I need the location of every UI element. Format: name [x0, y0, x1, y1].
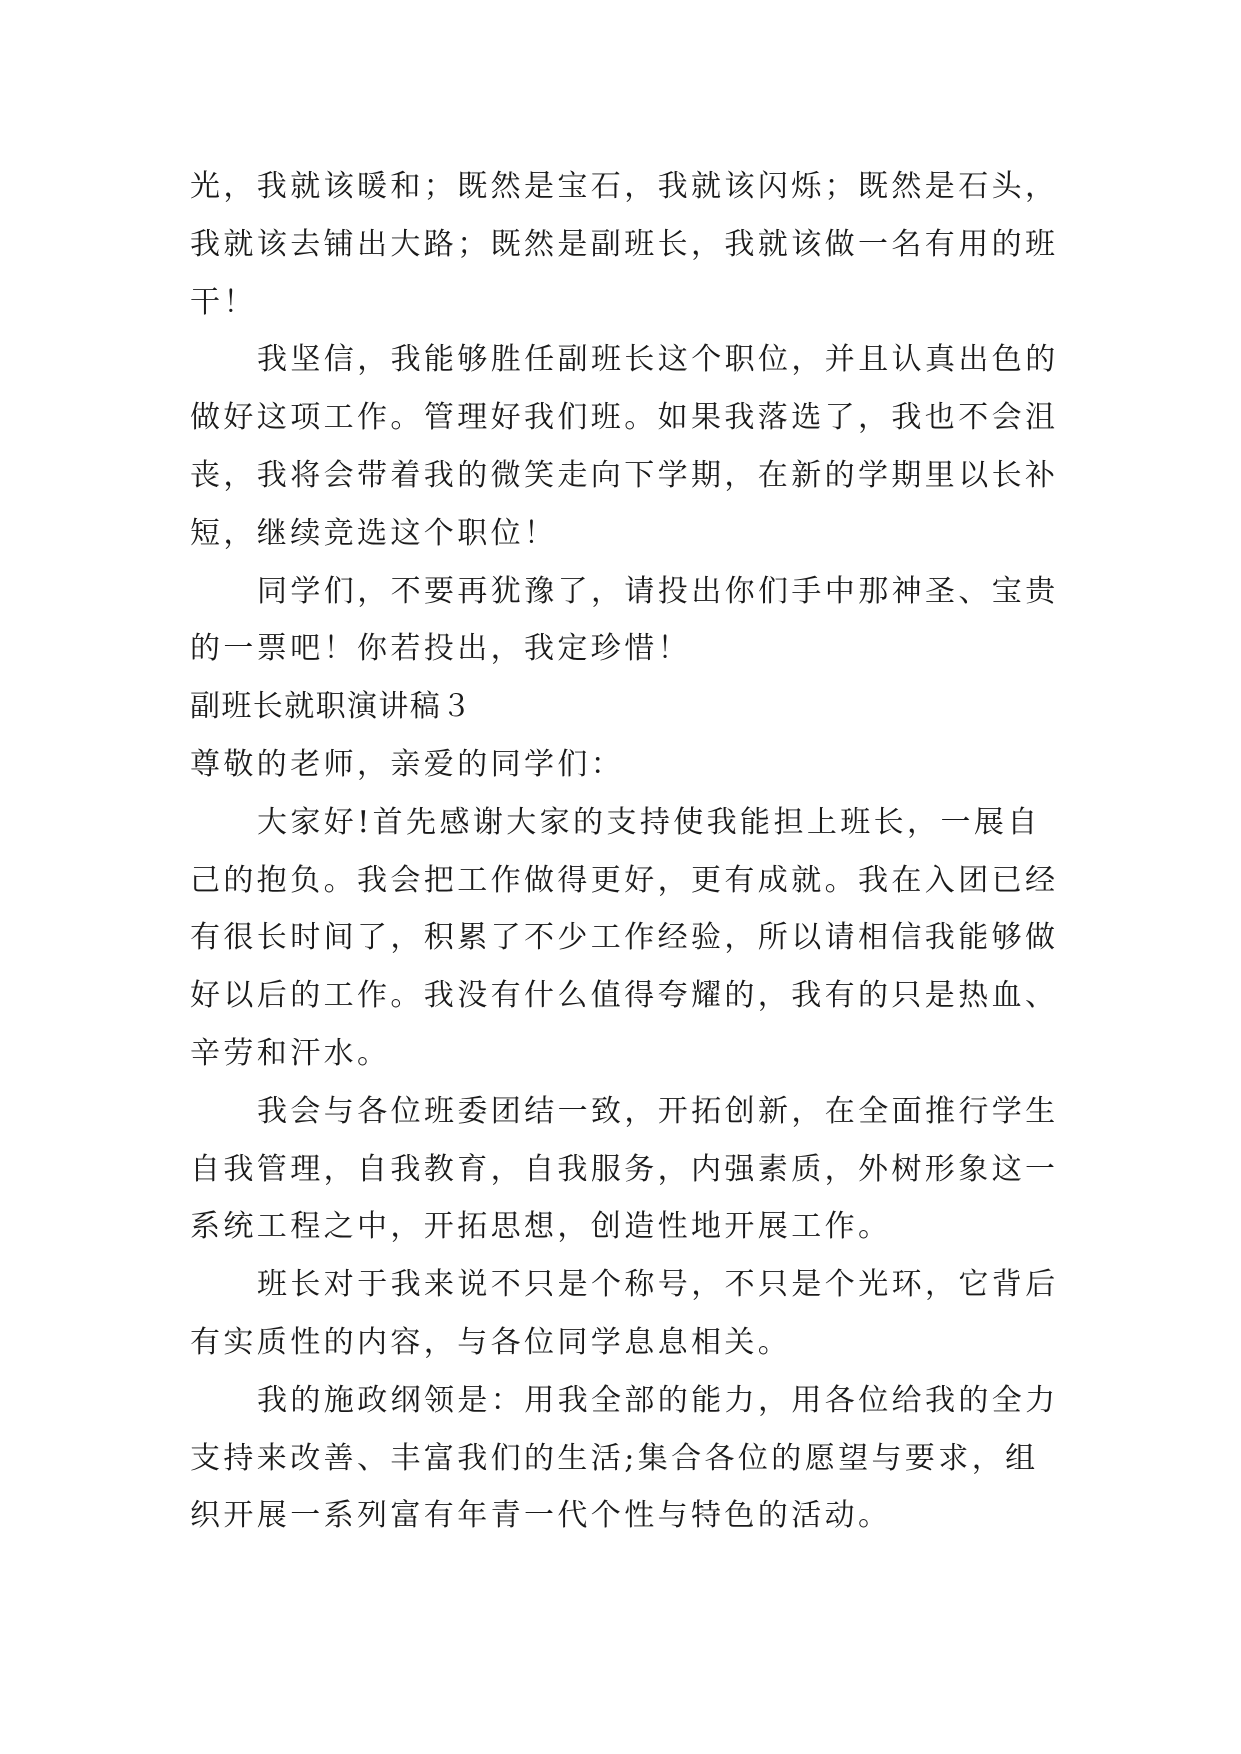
text-line: 我坚信，我能够胜任副班长这个职位，并且认真出色的: [257, 342, 1059, 378]
text-line: 好以后的工作。我没有什么值得夸耀的，我有的只是热血、: [190, 978, 1059, 1014]
paragraph-greeting: [190, 794, 1070, 1083]
text-line: 辛劳和汗水。: [190, 1035, 391, 1071]
text-line: 我的施政纲领是：用我全部的能力，用各位给我的全力: [257, 1382, 1059, 1418]
document-body: [190, 158, 1070, 1545]
text-line: 做好这项工作。管理好我们班。如果我落选了，我也不会沮: [190, 400, 1059, 436]
text-line: 己的抱负。我会把工作做得更好，更有成就。我在入团已经: [190, 862, 1059, 898]
section-title: [190, 678, 1070, 736]
text-line: 光，我就该暖和；既然是宝石，我就该闪烁；既然是石头，: [190, 169, 1059, 204]
paragraph-unity: [190, 1083, 1070, 1256]
text-line: 班长对于我来说不只是个称号，不只是个光环，它背后: [257, 1267, 1059, 1303]
salutation: [190, 736, 1070, 794]
paragraph-platform: [190, 1372, 1070, 1545]
text-line: 的一票吧！你若投出，我定珍惜！: [190, 631, 691, 667]
text-line: 我会与各位班委团结一致，开拓创新，在全面推行学生: [257, 1093, 1059, 1129]
text-line: 自我管理，自我教育，自我服务，内强素质，外树形象这一: [190, 1151, 1059, 1187]
text-line: 同学们，不要再犹豫了，请投出你们手中那神圣、宝贵: [257, 573, 1059, 609]
text-line: 短，继续竞选这个职位！: [190, 515, 558, 551]
text-line: 我就该去铺出大路；既然是副班长，我就该做一名有用的班: [190, 226, 1059, 262]
text-line: 支持来改善、丰富我们的生活;集合各位的愿望与要求，组: [190, 1440, 1039, 1476]
text-line: 织开展一系列富有年青一代个性与特色的活动。: [190, 1498, 892, 1534]
text-line: 大家好!首先感谢大家的支持使我能担上班长，一展自: [257, 804, 1041, 840]
text-line: 有实质性的内容，与各位同学息息相关。: [190, 1324, 792, 1360]
text-line: 系统工程之中，开拓思想，创造性地开展工作。: [190, 1209, 892, 1245]
section-title-text: 副班长就职演讲稿３: [190, 689, 473, 725]
text-line: 丧，我将会带着我的微笑走向下学期，在新的学期里以长补: [190, 457, 1059, 493]
paragraph-continuation: [190, 158, 1070, 331]
paragraph-meaning: [190, 1256, 1070, 1372]
text-line: 干！: [190, 284, 257, 320]
paragraph-confidence: [190, 331, 1070, 562]
paragraph-appeal: [190, 563, 1070, 679]
text-line: 有很长时间了，积累了不少工作经验，所以请相信我能够做: [190, 920, 1059, 956]
salutation-text: 尊敬的老师，亲爱的同学们：: [190, 746, 625, 782]
